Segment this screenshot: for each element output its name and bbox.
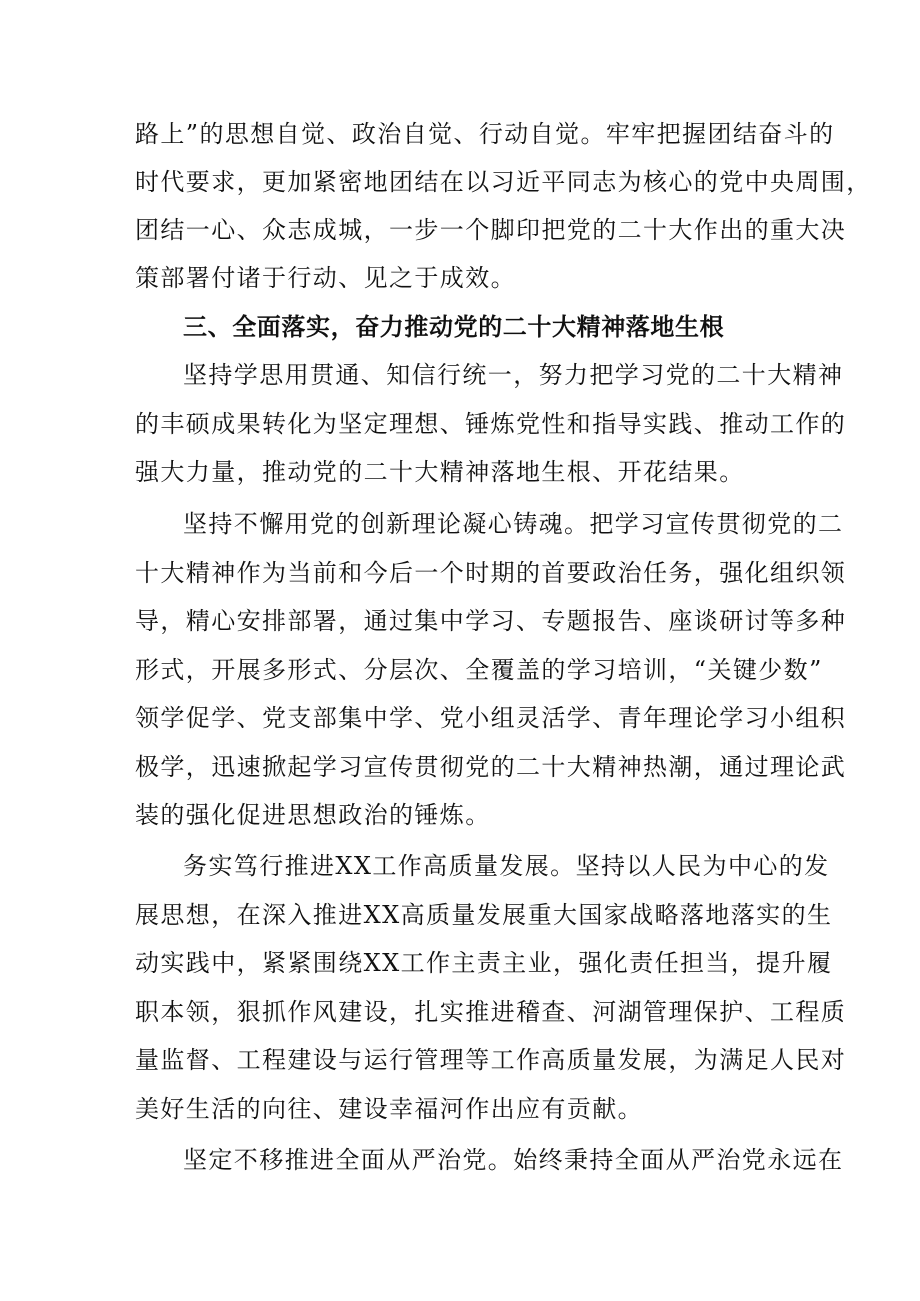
- text-line: 策部署付诸于行动、见之于成效。: [135, 264, 516, 292]
- text-line: 坚持不懈用党的创新理论凝心铸魂。把学习宣传贯彻党的二: [183, 510, 844, 538]
- text-line: 形式，开展多形式、分层次、全覆盖的学习培训，“关键少数”: [135, 656, 823, 684]
- text-line: 务实笃行推进XX工作高质量发展。坚持以人民为中心的发: [183, 852, 830, 880]
- text-line: 装的强化促进思想政治的锤炼。: [135, 801, 491, 829]
- text-line: 职本领，狠抓作风建设，扎实推进稽查、河湖管理保护、工程质: [135, 998, 847, 1026]
- text-line: 坚持学思用贯通、知信行统一，努力把学习党的二十大精神: [183, 361, 844, 389]
- text-line: 团结一心、众志成城，一步一个脚印把党的二十大作出的重大决: [135, 216, 847, 244]
- text-line: 量监督、工程建设与运行管理等工作高质量发展，为满足人民对: [135, 1046, 847, 1074]
- text-line: 时代要求，更加紧密地团结在以习近平同志为核心的党中央周围，: [135, 168, 872, 196]
- text-line: 十大精神作为当前和今后一个时期的首要政治任务，强化组织领: [135, 559, 847, 587]
- text-line: 动实践中，紧紧围绕XX工作主责主业，强化责任担当，提升履: [135, 949, 833, 977]
- text-line: 极学，迅速掀起学习宣传贯彻党的二十大精神热潮，通过理论武: [135, 753, 847, 781]
- text-line: 美好生活的向往、建设幸福河作出应有贡献。: [135, 1095, 643, 1123]
- text-line: 坚定不移推进全面从严治党。始终秉持全面从严治党永远在: [183, 1146, 844, 1174]
- section-heading: 三、全面落实，奋力推动党的二十大精神落地生根: [183, 313, 725, 341]
- text-line: 领学促学、党支部集中学、党小组灵活学、青年理论学习小组积: [135, 704, 847, 732]
- text-line: 导，精心安排部署，通过集中学习、专题报告、座谈研讨等多种: [135, 607, 847, 635]
- text-line: 强大力量，推动党的二十大精神落地生根、开花结果。: [135, 458, 745, 486]
- text-line: 路上”的思想自觉、政治自觉、行动自觉。牢牢把握团结奋斗的: [135, 120, 835, 148]
- text-line: 的丰硕成果转化为坚定理想、锤炼党性和指导实践、推动工作的: [135, 410, 847, 438]
- text-line: 展思想，在深入推进XX高质量发展重大国家战略落地落实的生: [135, 901, 833, 929]
